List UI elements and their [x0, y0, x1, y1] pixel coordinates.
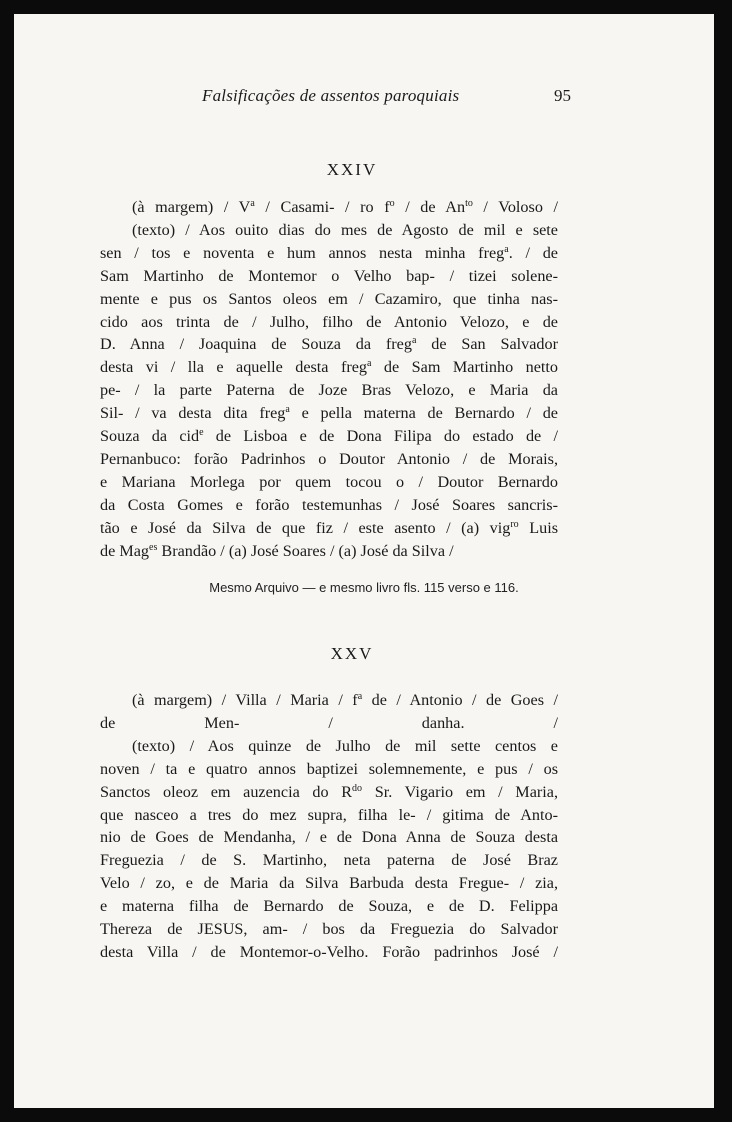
text-run: / de An: [394, 198, 466, 216]
superscript-abbrev: do: [352, 782, 363, 794]
text-run: / Voloso /: [472, 198, 558, 216]
entry-xxv-text: [100, 689, 558, 964]
text-run: sen / tos e noventa e hum annos nesta minha freg: [100, 243, 505, 262]
text-line: [100, 219, 558, 242]
superscript-abbrev: a: [285, 404, 290, 416]
text-line: [100, 712, 558, 735]
text-run: nio de Goes de Mendanha, / e de Dona Anna de Souza desta: [100, 828, 558, 847]
text-line: [100, 540, 558, 563]
text-line: [100, 689, 558, 712]
entry-xxiv-text: [100, 196, 558, 563]
text-run: (texto) / Aos quinze de Julho de mil sette centos e: [132, 736, 558, 755]
superscript-abbrev: a: [411, 335, 417, 347]
superscript-abbrev: e: [199, 427, 204, 439]
text-line: [100, 448, 558, 471]
text-line: [100, 288, 558, 311]
text-run: da Costa Gomes e forão testemunhas / José Soares sancris-: [100, 495, 558, 514]
text-run: e pella materna de Bernardo / de: [289, 404, 558, 423]
text-run: de San Salvador: [416, 335, 559, 354]
superscript-abbrev: a: [250, 198, 255, 209]
text-line: [100, 826, 558, 849]
text-run: Souza da cid: [100, 427, 200, 446]
superscript-abbrev: a: [504, 243, 509, 255]
text-run: mente e pus os Santos oleos em / Cazamiro, que tinha nas-: [100, 289, 558, 308]
text-run: Sam Martinho de Montemor o Velho bap- / tizei solene-: [100, 266, 558, 285]
text-line: [100, 402, 558, 425]
text-run: desta vi / lla e aquelle desta freg: [100, 358, 368, 377]
text-run: Thereza de JESUS, am- / bos da Freguezia do Salvador: [100, 920, 558, 939]
superscript-abbrev: a: [367, 358, 372, 370]
text-line: [100, 379, 558, 402]
text-line: [100, 356, 558, 379]
text-run: de Sam Martinho netto: [371, 358, 558, 377]
page-header: [14, 86, 714, 110]
text-line: [100, 242, 558, 265]
text-run: Freguezia / de S. Martinho, neta paterna de José Braz: [100, 851, 558, 870]
text-line: [100, 196, 558, 219]
text-run: de Lisboa e de Dona Filipa do estado de /: [203, 427, 558, 446]
superscript-abbrev: o: [389, 198, 395, 209]
text-line: [100, 758, 558, 781]
text-run: . / de: [508, 243, 558, 262]
text-line: [100, 895, 558, 918]
text-line: [100, 425, 558, 448]
text-line: [100, 804, 558, 827]
text-run: Sanctos oleoz em auzencia do R: [100, 782, 353, 801]
text-line: [100, 918, 558, 941]
section-heading-xxiv: XXIV: [326, 160, 378, 179]
text-run: Luis: [518, 518, 558, 537]
text-run: e Mariana Morlega por quem tocou o / Doutor Bernardo: [100, 472, 558, 491]
text-line: [100, 494, 558, 517]
text-line: [100, 471, 558, 494]
text-line: [100, 872, 558, 895]
running-title: Falsificações de assentos paroquiais: [202, 86, 460, 105]
text-line: [100, 941, 558, 964]
text-run: noven / ta e quatro annos baptizei solemnemente, e pus / os: [100, 759, 558, 778]
text-run: cido aos trinta de / Julho, filho de Antonio Velozo, e de: [100, 312, 558, 331]
superscript-abbrev: to: [465, 198, 473, 209]
text-run: tão e José da Silva de que fiz / este asento / (a) vig: [100, 518, 511, 537]
text-line: [100, 265, 558, 288]
text-run: (à margem) / V: [132, 198, 251, 216]
text-run: Velo / zo, e de Maria da Silva Barbuda desta Fregue- / zia,: [100, 874, 558, 893]
text-line: [100, 781, 558, 804]
text-run: de Mag: [100, 541, 149, 560]
text-line: [100, 735, 558, 758]
text-line: [100, 333, 558, 356]
source-citation: Mesmo Arquivo — e mesmo livro fls. 115 verso e 116.: [209, 580, 519, 595]
text-line: [100, 849, 558, 872]
text-run: que nasceo a tres do mez supra, filha le- / gitima de Anto-: [100, 805, 558, 824]
superscript-abbrev: a: [357, 691, 363, 702]
text-run: desta Villa / de Montemor-o-Velho. Forão padrinhos José /: [100, 942, 558, 961]
text-run: e materna filha de Bernardo de Souza, e de D. Felippa: [100, 897, 558, 916]
text-run: Sr. Vigario em / Maria,: [362, 782, 559, 801]
text-run: D. Anna / Joaquina de Souza da freg: [100, 335, 412, 354]
text-run: / Casami- / ro f: [254, 198, 390, 216]
text-run: Brandão / (a) José Soares / (a) José da Silva /: [157, 541, 454, 560]
book-page: [14, 14, 714, 1108]
superscript-abbrev: ro: [510, 518, 519, 530]
text-run: pe- / la parte Paterna de Joze Bras Velozo, e Maria da: [100, 381, 558, 400]
text-line: [100, 311, 558, 334]
page-number: 95: [554, 86, 571, 105]
text-run: Sil- / va desta dita freg: [100, 404, 286, 423]
text-line: [100, 517, 558, 540]
text-run: de / Antonio / de Goes /: [362, 691, 558, 709]
text-run: Pernanbuco: forão Padrinhos o Doutor Antonio / de Morais,: [100, 449, 558, 468]
text-run: (à margem) / Villa / Maria / f: [132, 691, 358, 709]
superscript-abbrev: es: [149, 541, 158, 553]
text-run: de Men- / danha. /: [100, 713, 558, 732]
text-run: (texto) / Aos ouito dias do mes de Agosto de mil e sete: [132, 220, 558, 239]
section-heading-xxv: XXV: [330, 644, 374, 663]
